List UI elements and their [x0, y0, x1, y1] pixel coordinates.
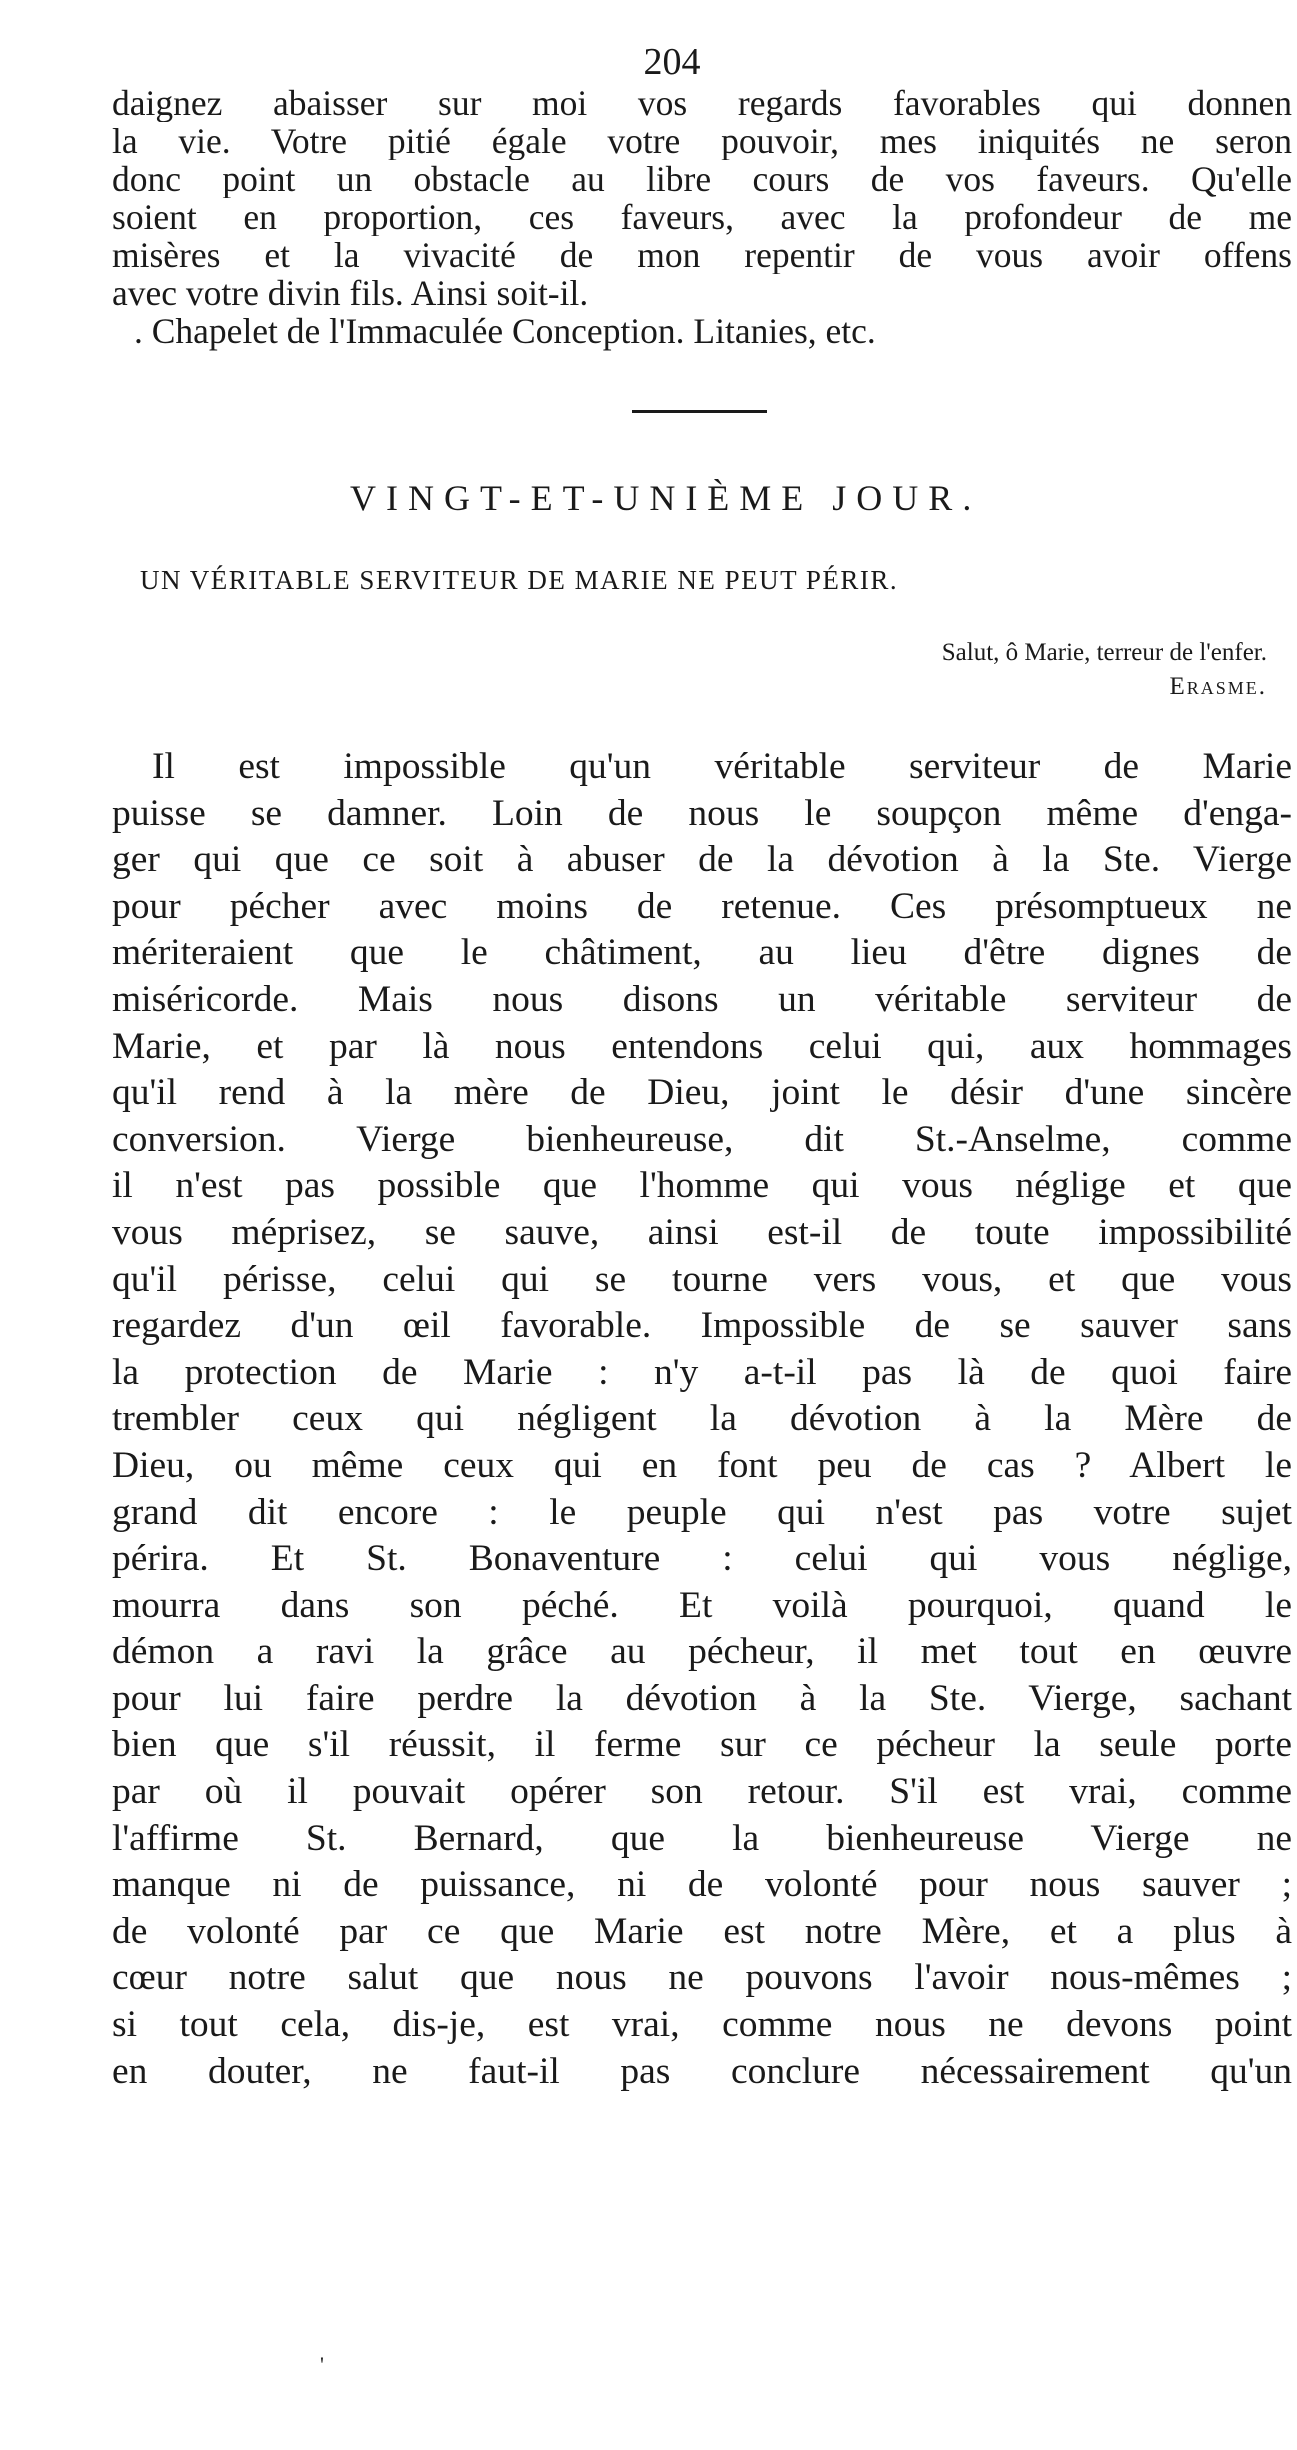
closing-prayer-line: la vie. Votre pitié égale votre pouvoir, mes iniquités ne seron [112, 122, 1292, 160]
body-line: Marie, et par là nous entendons celui qui, aux hommages [112, 1025, 1292, 1067]
body-line: regardez d'un œil favorable. Impossible de se sauver sans [112, 1305, 1292, 1347]
body-line: puisse se damner. Loin de nous le soupçon même d'enga- [112, 792, 1292, 834]
book-page [112, 40, 1292, 2095]
body-line: il n'est pas possible que l'homme qui vous néglige et que [112, 1165, 1292, 1207]
body-line: Il est impossible qu'un véritable serviteur de Marie [152, 746, 1292, 787]
closing-prayer-line: daignez abaisser sur moi vos regards favorables qui donnen [112, 84, 1292, 122]
body-line: cœur notre salut que nous ne pouvons l'avoir nous-mêmes ; [112, 1957, 1292, 1999]
body-line: manque ni de puissance, ni de volonté pour nous sauver ; [112, 1864, 1292, 1906]
body-line: pour lui faire perdre la dévotion à la Ste. Vierge, sachant [112, 1677, 1292, 1719]
body-line: périra. Et St. Bonaventure : celui qui vous néglige, [112, 1538, 1292, 1580]
print-mark: ' [320, 2352, 324, 2377]
body-line: grand dit encore : le peuple qui n'est pas votre sujet [112, 1491, 1292, 1533]
body-line: la protection de Marie : n'y a-t-il pas là de quoi faire [112, 1351, 1292, 1393]
epigraph-quote: Salut, ô Marie, terreur de l'enfer. [941, 639, 1267, 666]
body-line: bien que s'il réussit, il ferme sur ce pécheur la seule porte [112, 1724, 1292, 1766]
day-title: VINGT-ET-UNIÈME JOUR. [350, 478, 982, 518]
body-line: qu'il périsse, celui qui se tourne vers vous, et que vous [112, 1258, 1292, 1300]
closing-prayer-line: misères et la vivacité de mon repentir de vous avoir offens [112, 236, 1292, 274]
body-line: Dieu, ou même ceux qui en font peu de cas ? Albert le [112, 1444, 1292, 1486]
body-line: conversion. Vierge bienheureuse, dit St.-Anselme, comme [112, 1118, 1292, 1160]
body-line: de volonté par ce que Marie est notre Mère, et a plus à [112, 1910, 1292, 1952]
closing-prayer [112, 84, 1292, 350]
epigraph [112, 636, 1267, 704]
page-number: 204 [643, 41, 701, 83]
closing-instruction: . Chapelet de l'Immaculée Conception. Litanies, etc. [134, 311, 876, 351]
body-line: en douter, ne faut-il pas conclure nécessairement qu'un [112, 2050, 1292, 2092]
closing-prayer-line: donc point un obstacle au libre cours de vos faveurs. Qu'elle [112, 160, 1292, 198]
chapter-subtitle: UN VÉRITABLE SERVITEUR DE MARIE NE PEUT PÉRIR. [140, 565, 899, 595]
body-line: démon a ravi la grâce au pécheur, il met tout en œuvre [112, 1631, 1292, 1673]
closing-prayer-line: avec votre divin fils. Ainsi soit-il. [112, 273, 589, 313]
body-line: pour pécher avec moins de retenue. Ces présomptueux ne [112, 885, 1292, 927]
body-line: miséricorde. Mais nous disons un véritable serviteur de [112, 978, 1292, 1020]
closing-prayer-line: soient en proportion, ces faveurs, avec la profondeur de me [112, 198, 1292, 236]
body-line: mériteraient que le châtiment, au lieu d'être dignes de [112, 932, 1292, 974]
body-line: qu'il rend à la mère de Dieu, joint le désir d'une sincère [112, 1072, 1292, 1114]
body-line: trembler ceux qui négligent la dévotion à la Mère de [112, 1398, 1292, 1440]
body-line: l'affirme St. Bernard, que la bienheureuse Vierge ne [112, 1817, 1292, 1859]
section-divider [632, 410, 767, 413]
body-line: vous méprisez, se sauve, ainsi est-il de toute impossibilité [112, 1211, 1292, 1253]
body-line: ger qui que ce soit à abuser de la dévotion à la Ste. Vierge [112, 839, 1292, 881]
body-line: mourra dans son péché. Et voilà pourquoi, quand le [112, 1584, 1292, 1626]
body-line: si tout cela, dis-je, est vrai, comme nous ne devons point [112, 2004, 1292, 2046]
body-paragraph [112, 744, 1292, 2095]
body-line: par où il pouvait opérer son retour. S'il est vrai, comme [112, 1771, 1292, 1813]
epigraph-author: Erasme. [1169, 673, 1267, 700]
